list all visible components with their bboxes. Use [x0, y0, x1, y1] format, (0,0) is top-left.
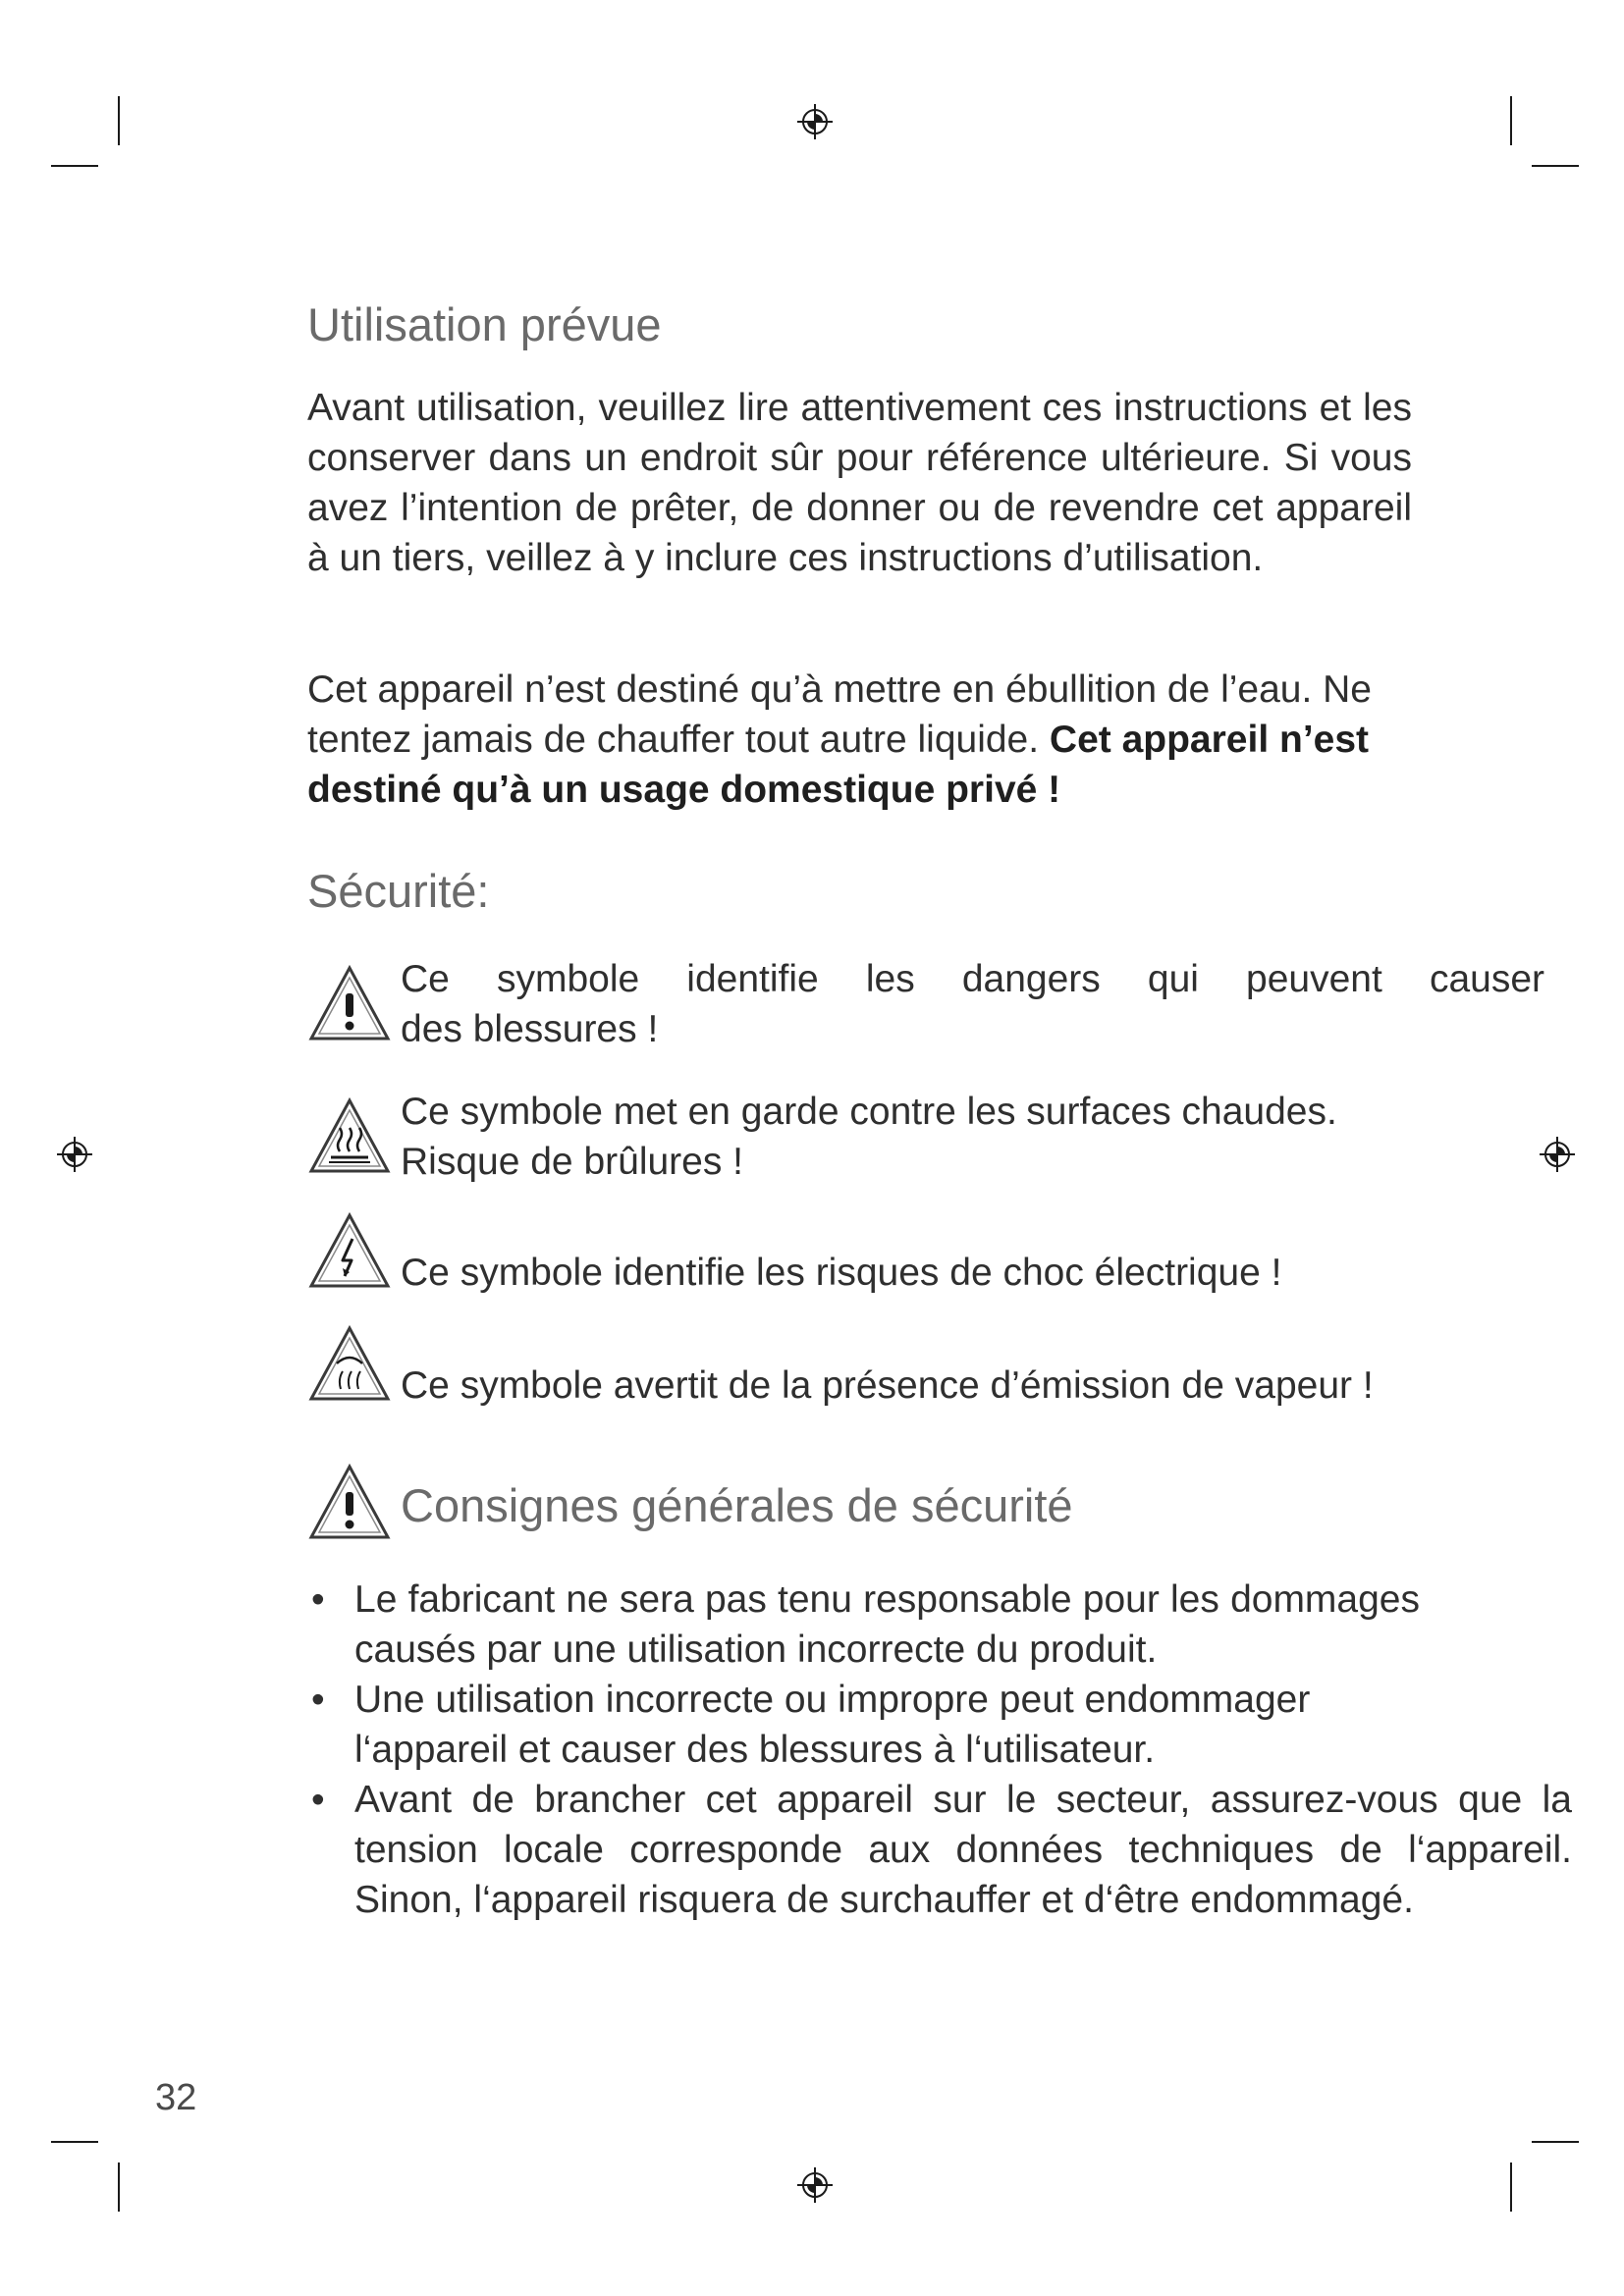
crop-mark: [51, 2141, 98, 2143]
crop-mark: [118, 96, 120, 145]
symbol-row-hot-surface: [307, 1085, 1486, 1193]
crop-mark: [1510, 96, 1512, 145]
symbol-text-line: Ce symbole identifie les dangers qui peuvent causer: [401, 958, 1544, 1000]
symbol-text-line: des blessures !: [401, 1008, 659, 1050]
section-title-general-safety: Consignes générales de sécurité: [401, 1479, 1073, 1531]
crop-mark: [118, 2163, 120, 2212]
list-item-text: Une utilisation incorrecte ou impropre peut endommager l‘appareil et causer des blessures à l‘utilisateur.: [354, 1679, 1311, 1771]
page-number: 32: [155, 2077, 197, 2118]
list-item: [307, 1575, 1420, 1675]
bullet-icon: •: [311, 1679, 325, 1721]
general-safety-list: [307, 1575, 1594, 1925]
intended-use-restriction: [307, 665, 1412, 815]
list-item: [307, 1675, 1420, 1775]
symbol-text-line: Risque de brûlures !: [401, 1141, 744, 1183]
steam-icon: [307, 1324, 392, 1403]
symbol-text-line: Ce symbole met en garde contre les surfaces chaudes.: [401, 1091, 1337, 1133]
warning-exclamation-icon: [307, 1463, 392, 1541]
hot-surface-icon: [307, 1096, 392, 1175]
symbol-text-line: Ce symbole avertit de la présence d’émission de vapeur !: [401, 1364, 1374, 1407]
bullet-icon: •: [311, 1578, 325, 1621]
domestic-use-warning: Cet appareil n’est destiné qu’à un usage domestique privé !: [307, 719, 1370, 811]
registration-mark-icon: [795, 2165, 835, 2205]
symbol-row-electric: [307, 1207, 1486, 1306]
intended-use-paragraph: Avant utilisation, veuillez lire attentivement ces instructions et les conserver dans un endroit sûr pour référence ultérieure. Si vous avez l’intention de prêter, de donner ou de revendre cet appareil à un tiers, veillez à y inclure ces instructions d’utilisation.: [307, 387, 1412, 579]
crop-mark: [1510, 2163, 1512, 2212]
registration-mark-icon: [1538, 1135, 1577, 1174]
crop-mark: [1532, 165, 1579, 167]
section-title-intended-use: Utilisation prévue: [307, 298, 662, 350]
bullet-icon: •: [311, 1779, 325, 1821]
section-title-safety: Sécurité:: [307, 865, 490, 917]
registration-mark-icon: [55, 1135, 94, 1174]
registration-mark-icon: [795, 102, 835, 141]
symbol-text-line: Ce symbole identifie les risques de choc électrique !: [401, 1252, 1282, 1294]
list-item-text: Le fabricant ne sera pas tenu responsable pour les dommages causés par une utilisation incorrecte du produit.: [354, 1578, 1420, 1671]
restriction-text: Cet appareil n’est destiné qu’à mettre en ébullition de l’eau. Ne tentez jamais de chauffer tout autre liquide.: [307, 668, 1373, 761]
electric-shock-icon: [307, 1211, 392, 1290]
crop-mark: [51, 165, 98, 167]
general-safety-header: [307, 1461, 1486, 1559]
symbol-row-steam: [307, 1320, 1486, 1418]
warning-exclamation-icon: [307, 964, 392, 1042]
list-item: [307, 1775, 1572, 1925]
symbol-row-danger: [307, 952, 1544, 1060]
crop-mark: [1532, 2141, 1579, 2143]
list-item-text: Avant de brancher cet appareil sur le secteur, assurez-vous que la tension locale corresponde aux données techniques de l‘appareil. Sinon, l‘appareil risquera de surchauffer et d‘être endommagé.: [354, 1779, 1572, 1921]
